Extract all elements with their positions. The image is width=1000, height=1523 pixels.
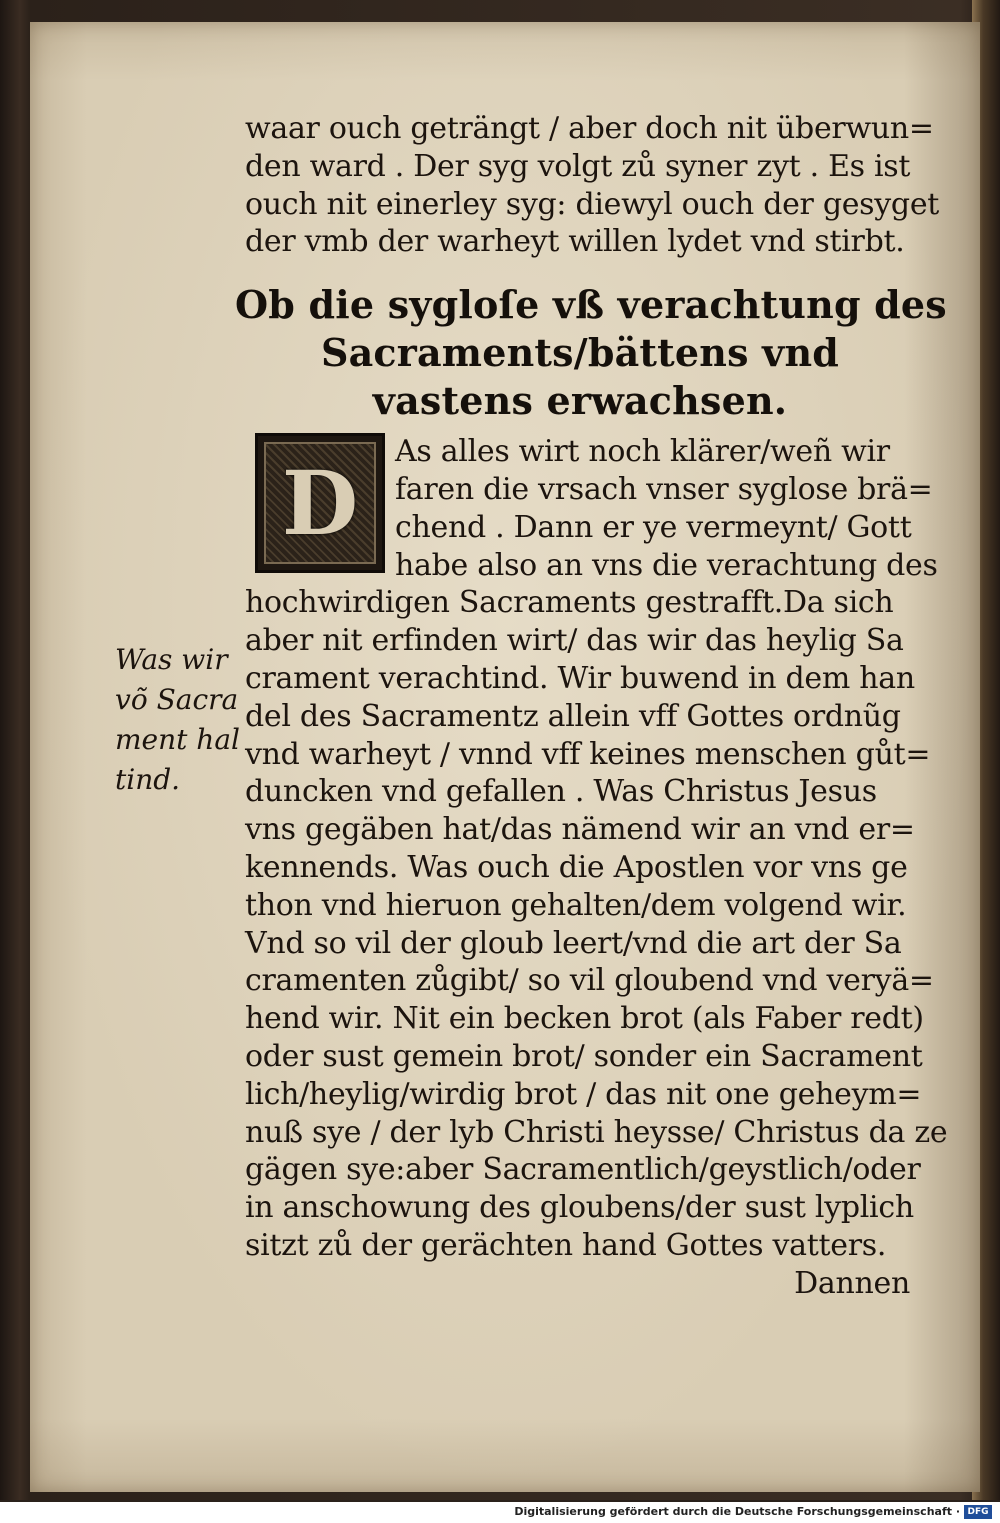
margin-note-line: ment hal bbox=[115, 723, 240, 756]
text-line: ouch nit einerley syg: diewyl ouch der gesyget bbox=[245, 186, 940, 222]
text-line: crament verachtind. Wir buwend in dem han bbox=[245, 660, 915, 696]
text-line: faren die vrsach vnser syglose brä= bbox=[395, 471, 933, 507]
dfg-logo: DFG bbox=[964, 1505, 992, 1519]
catchword: Dannen bbox=[794, 1265, 910, 1301]
initial-letter: D bbox=[264, 442, 376, 564]
margin-note-line: tind. bbox=[115, 763, 181, 796]
text-line: in anschowung des gloubens/der sust lyplich bbox=[245, 1190, 914, 1226]
initial-paragraph bbox=[245, 433, 938, 584]
text-line: waar ouch geträngt / aber doch nit überwun= bbox=[245, 111, 934, 146]
text-line: nuß sye / der lyb Christi heysse/ Christus da ze bbox=[245, 1114, 948, 1150]
margin-note-line: Was wir bbox=[115, 643, 228, 676]
text-line: lich/heylig/wirdig brot / das nit one geheym= bbox=[245, 1076, 922, 1112]
text-line: hochwirdigen Sacraments gestrafft.Da sich bbox=[245, 585, 894, 621]
text-line: Vnd so vil der gloub leert/vnd die art der Sa bbox=[245, 925, 902, 961]
text-line: hend wir. Nit ein becken brot (als Faber redt) bbox=[245, 1001, 924, 1037]
text-line: vnd warheyt / vnnd vff keines menschen gůt= bbox=[245, 736, 931, 772]
top-paragraph bbox=[245, 110, 940, 261]
page-text bbox=[235, 110, 948, 1303]
text-line: vns gegäben hat/das nämend wir an vnd er= bbox=[245, 812, 915, 848]
heading-line: vastens erwachsen. bbox=[372, 378, 788, 424]
body-paragraph bbox=[245, 584, 948, 1302]
section-heading bbox=[235, 281, 947, 425]
text-line: habe also an vns die verachtung des bbox=[395, 547, 938, 583]
decorated-initial bbox=[255, 433, 385, 573]
text-line: gägen sye:aber Sacramentlich/geystlich/oder bbox=[245, 1152, 921, 1188]
text-line: del des Sacramentz allein vff Gottes ordnũg bbox=[245, 698, 901, 734]
text-line: der vmb der warheyt willen lydet vnd stirbt. bbox=[245, 224, 905, 260]
footer-bar bbox=[0, 1502, 1000, 1523]
heading-line: Ob die sygloſe vß verachtung des bbox=[235, 282, 947, 328]
text-line: As alles wirt noch klärer/weñ wir bbox=[395, 434, 890, 470]
text-line: sitzt zů der gerächten hand Gottes vatters. bbox=[245, 1227, 887, 1263]
margin-note bbox=[115, 640, 245, 800]
text-line: kennends. Was ouch die Apostlen vor vns ge bbox=[245, 849, 908, 885]
heading-line: Sacraments/bättens vnd bbox=[320, 330, 840, 376]
margin-note-line: võ Sacra bbox=[115, 683, 239, 716]
dfg-credit: Digitalisierung gefördert durch die Deutsche Forschungsgemeinschaft · bbox=[514, 1505, 960, 1518]
text-line: cramenten zůgibt/ so vil gloubend vnd veryä= bbox=[245, 963, 934, 999]
text-line: thon vnd hieruon gehalten/dem volgend wir. bbox=[245, 887, 907, 923]
text-line: den ward . Der syg volgt zů syner zyt . Es ist bbox=[245, 148, 911, 184]
text-line: chend . Dann er ye vermeynt/ Gott bbox=[395, 509, 912, 545]
text-line: oder sust gemein brot/ sonder ein Sacrament bbox=[245, 1038, 923, 1074]
text-line: aber nit erfinden wirt/ das wir das heylig Sa bbox=[245, 623, 904, 659]
text-line: duncken vnd gefallen . Was Christus Jesus bbox=[245, 774, 877, 810]
